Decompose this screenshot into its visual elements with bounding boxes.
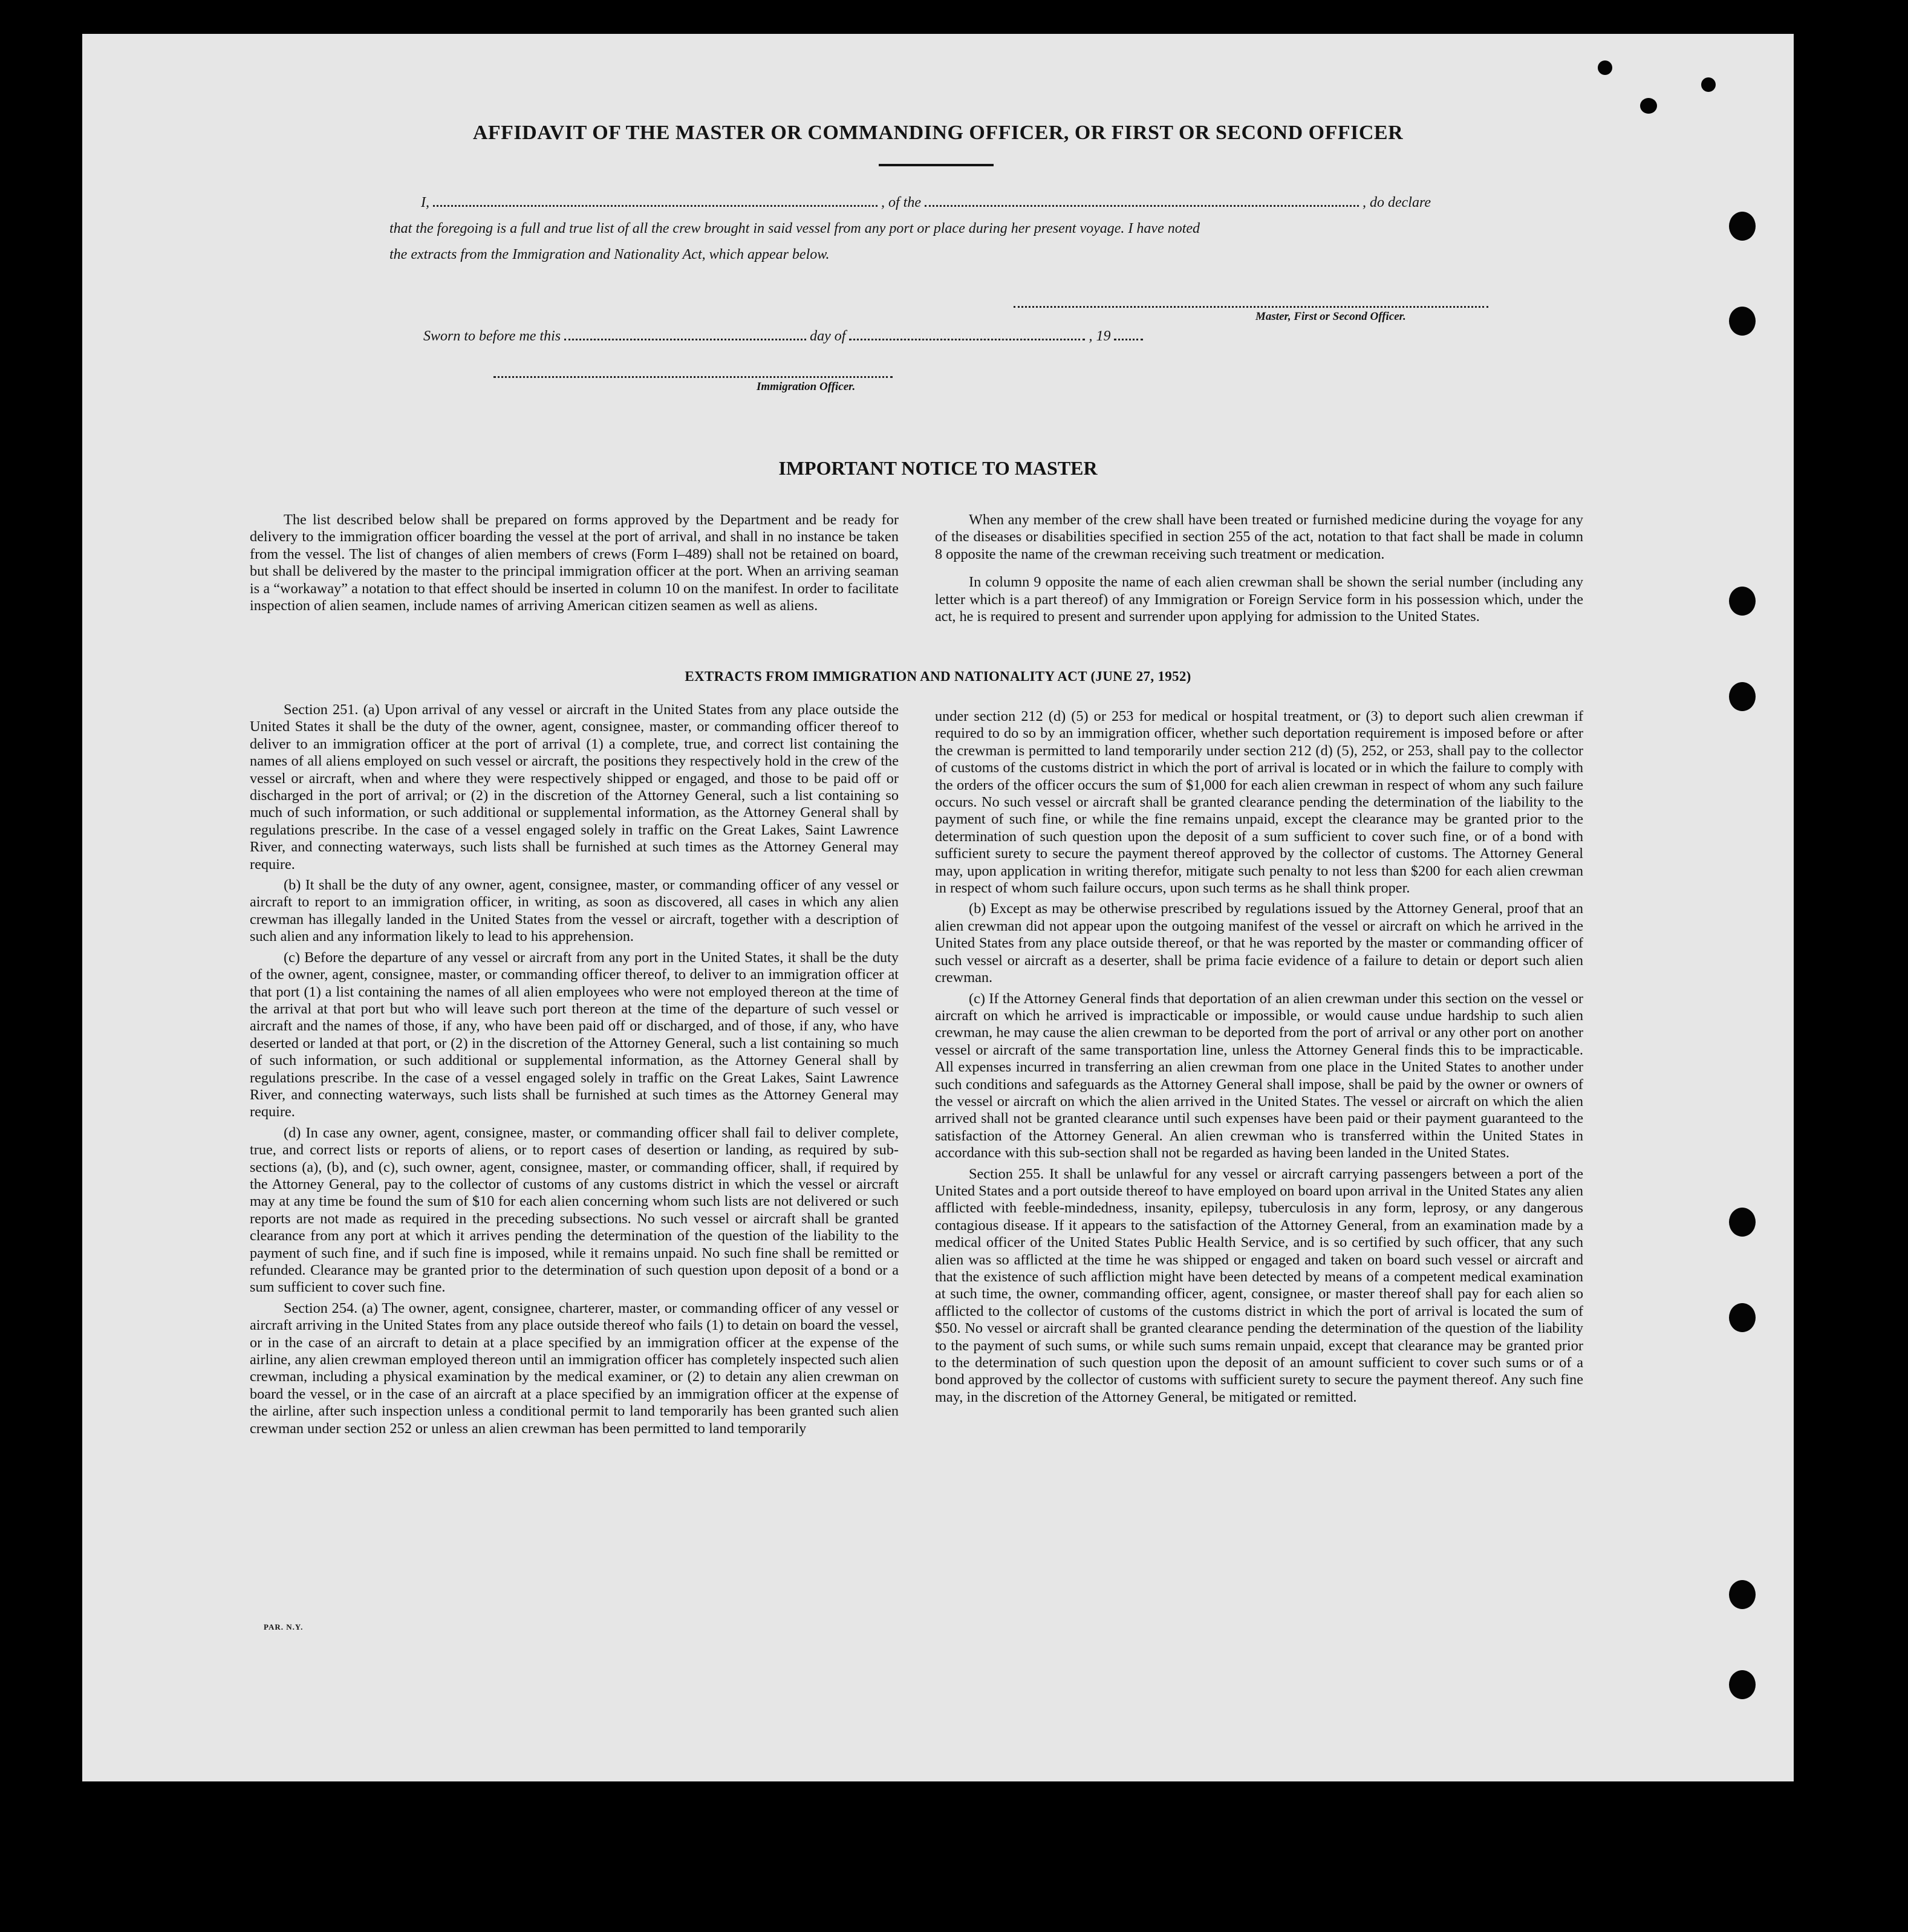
act-section-paragraph: under section 212 (d) (5) or 253 for medical or hospital treatment, or (3) to deport such alien crewman if required to do so by an immigration officer, whether such deportation requirement is imposed before or after the crewman is permitted to land temporarily under section 212 (d) (5), 252, or 253, shall pay to the collector of customs of the customs district in which the port of arrival is located or in which the failure to comply with the orders of the officer occurs the sum of $1,000 for each alien crewman in respect of whom any such failure occurs. No such vessel or aircraft shall be granted clearance pending the determination of the liability to the payment of such fine, or while the fine remains unpaid, except the clearance may be granted prior to the determination of such question upon the deposit of a sum sufficient to cover such fine, or of a bond with sufficient surety to secure the payment thereof approved by the collector of customs. The Attorney General may, upon application in writing therefor, mitigate such penalty to not less than $200 for each alien crewman in respect of whom such failure occurs, upon such terms as he shall think proper.: [935, 708, 1583, 897]
extracts-right-column: [935, 708, 1583, 1410]
affidavit-title: AFFIDAVIT OF THE MASTER OR COMMANDING OFFICER, OR FIRST OR SECOND OFFICER: [472, 122, 1404, 144]
declare-of-the-label: , of the: [881, 195, 921, 210]
punch-hole: [1729, 1670, 1756, 1699]
act-section-paragraph: Section 255. It shall be unlawful for any vessel or aircraft carrying passengers between a port of the United States and a port outside thereof to have employed on board upon arrival in the United States any alien afflicted with feeble-mindedness, insanity, epilepsy, tuberculosis in any form, leprosy, or any dangerous contagious disease. If it appears to the satisfaction of the Attorney General, from an examination made by a medical officer of the United States Public Health Service, and is so certified by such officer, that any such alien was so afflicted at the time he was shipped or engaged and taken on board such vessel or aircraft and that the existence of such affliction might have been detected by means of a competent medical examination at such time, the owner, commanding officer, agent, consignee, or master thereof shall pay for each alien so afflicted to the collector of customs of the customs district in which the port of arrival is located the sum of $50. No vessel or aircraft shall be granted clearance pending the determination of the question of the liability to the payment of such sums, or while such sums remain unpaid, except that clearance may be granted prior to the determination of such question upon the deposit of an amount sufficient to cover such sums or of a bond approved by the collector of customs with sufficient surety to secure the payment thereof. Any such fine may, in the discretion of the Attorney General, be mitigated or remitted.: [935, 1165, 1583, 1405]
notice-paragraph: The list described below shall be prepared on forms approved by the Department and be ready for delivery to the immigration officer boarding the vessel at the port of arrival, and shall in no instance be taken from the vessel. The list of changes of alien members of crews (Form I–489) shall not be retained on board, but shall be delivered by the master to the principal immigration officer at the port. When an arriving seaman is a “workaway” a notation to that effect should be inserted in column 10 on the manifest. In order to facilitate inspection of alien seamen, include names of arriving American citizen seamen as well as aliens.: [250, 512, 899, 614]
declarant-name-field[interactable]: [433, 205, 877, 207]
punch-hole-mark: [1701, 77, 1716, 92]
year-label: , 19: [1089, 328, 1111, 344]
act-section-paragraph: (c) Before the departure of any vessel or aircraft from any port in the United States, it shall be the duty of the owner, agent, consignee, master, or commanding officer thereof, to deliver to an immigration officer at that port (1) a list containing the names of all alien employees who were not employed thereon at the time of the arrival at that port but who will leave such port thereon at the time of the departure of such vessel or aircraft and the names of those, if any, who have been paid off or discharged, and of those, if any, who have deserted or landed at that port, or (2) in the discretion of the Attorney General, such a list containing so much of such information, or such additional or supplemental information, as the Attorney General shall by regulations prescribe. In the case of a vessel engaged solely in traffic on the Great Lakes, Saint Lawrence River, and connecting waterways, such lists shall be furnished at such times as the Attorney General may require.: [250, 949, 899, 1120]
act-section-paragraph: (c) If the Attorney General finds that deportation of an alien crewman under this section on the vessel or aircraft on which he arrived is impracticable or impossible, or would cause undue hardship to such alien crewman, he may cause the alien crewman to be deported from the port of arrival or any other port on another vessel or aircraft of the same transportation line, unless the Attorney General finds this to be impracticable. All expenses incurred in transferring an alien crewman from one place in the United States to another under such conditions and safeguards as the Attorney General shall impose, shall be paid by the owner or owners of the vessel or aircraft on which the alien arrived in the United States. The vessel or aircraft on which the alien arrived shall not be granted clearance until such expenses have been paid or their payment guaranteed to the satisfaction of the Attorney General. An alien crewman who is transferred within the United States in accordance with this sub-section shall not be regarded as having been landed in the United States.: [935, 990, 1583, 1162]
act-section-paragraph: (b) It shall be the duty of any owner, agent, consignee, master, or commanding officer of any vessel or aircraft to report to an immigration officer, in writing, as soon as discovered, all cases in which any alien crewman has illegally landed in the United States from the vessel or aircraft, together with a description of such alien and any information likely to lead to his apprehension.: [250, 877, 899, 945]
punch-hole: [1729, 212, 1756, 241]
punch-hole: [1729, 682, 1756, 711]
punch-hole: [1729, 587, 1756, 616]
notice-left-column: [250, 512, 899, 618]
sworn-day-field[interactable]: [564, 339, 806, 340]
extracts-left-column: [250, 701, 899, 1441]
act-section-paragraph: Section 254. (a) The owner, agent, consignee, charterer, master, or commanding officer of any vessel or aircraft arriving in the United States from any place outside thereof who fails (1) to detain on board the vessel, or in the case of an aircraft to detain at a place specified by an immigration officer at the expense of the airline, any alien crewman employed thereon until an immigration officer has completely inspected such alien crewman, including a physical examination by the medical examiner, or (2) to detain any alien crewman on board the vessel, or in the case of an aircraft at a place specified by an immigration officer at the expense of the airline, after such inspection unless a conditional permit to land temporarily has been granted such alien crewman under section 252 or unless an alien crewman has been permitted to land temporarily: [250, 1299, 899, 1437]
day-of-label: day of: [810, 328, 846, 344]
declaration-line-1: [421, 195, 1570, 211]
notice-paragraph: In column 9 opposite the name of each alien crewman shall be shown the serial number (including any letter which is a part thereof) of any Immigration or Foreign Service form in his possession which, under the act, he is required to present and surrender upon applying for admission to the United States.: [935, 574, 1583, 625]
officer-signature-label: Immigration Officer.: [757, 380, 856, 393]
act-section-paragraph: (b) Except as may be otherwise prescribed by regulations issued by the Attorney General, proof that an alien crewman did not appear upon the outgoing manifest of the vessel or aircraft on which he arrived in the United States from any place outside thereof, or that he was reported by the master or commanding officer of such vessel or aircraft as a deserter, shall be prima facie evidence of a failure to detain or deport such alien crewman.: [935, 900, 1583, 986]
punch-hole-mark: [1598, 60, 1612, 75]
punch-hole: [1729, 1580, 1756, 1609]
punch-hole: [1729, 307, 1756, 336]
printer-mark: PAR. N.Y.: [264, 1622, 304, 1631]
declare-do-declare-label: , do declare: [1363, 195, 1431, 210]
title-underline: [879, 164, 994, 166]
notice-right-column: [935, 512, 1583, 629]
sworn-year-field[interactable]: [1114, 339, 1143, 340]
sworn-label: Sworn to before me this: [423, 328, 561, 344]
act-section-paragraph: Section 251. (a) Upon arrival of any vessel or aircraft in the United States from any place outside the United States it shall be the duty of the owner, agent, consignee, master, or commanding officer thereof to deliver to an immigration officer at the port of arrival (1) a complete, true, and correct list containing the names of all aliens employed on such vessel or aircraft, the positions they respectively hold in the crew of the vessel or aircraft, when and where they were respectively shipped or engaged, and those to be paid off or discharged in the port of arrival; or (2) in the discretion of the Attorney General, such a list containing so much of such information, or such additional or supplemental information, as the Attorney General shall by regulations prescribe. In the case of a vessel engaged solely in traffic on the Great Lakes, Saint Lawrence River, and connecting waterways, such lists shall be furnished at such times as the Attorney General may require.: [250, 701, 899, 873]
declaration-line-2: that the foregoing is a full and true list of all the crew brought in said vessel from any port or place during her present voyage. I have noted: [389, 221, 1200, 236]
sworn-line: [423, 328, 1451, 345]
punch-hole: [1729, 1303, 1756, 1332]
officer-signature-line[interactable]: [493, 376, 893, 378]
master-signature-label: Master, First or Second Officer.: [1255, 310, 1406, 323]
notice-paragraph: When any member of the crew shall have been treated or furnished medicine during the voyage for any of the diseases or disabilities specified in section 255 of the act, notation to that fact shall be made in column 8 opposite the name of the crewman receiving such treatment or medication.: [935, 512, 1583, 562]
vessel-name-field[interactable]: [925, 205, 1359, 207]
master-signature-line[interactable]: [1014, 306, 1488, 308]
act-section-paragraph: (d) In case any owner, agent, consignee, master, or commanding officer shall fail to deliver complete, true, and correct lists or reports of aliens, or to report cases of desertion or landing, as required by sub-sections (a), (b), and (c), such owner, agent, consignee, master, or commanding officer, shall, if required by the Attorney General, pay to the collector of customs of any customs district in which the vessel or aircraft may at any time be found the sum of $10 for each alien concerning whom such lists are not delivered or such reports are not made as required in the preceding subsections. No such vessel or aircraft shall be granted clearance from any port at which it arrives pending the determination of the question of the liability to the payment of such fine, and if such fine is imposed, while it remains unpaid. No such fine shall be remitted or refunded. Clearance may be granted prior to the determination of such question upon deposit of a bond or a sum sufficient to cover such fine.: [250, 1124, 899, 1296]
declaration-line-3: the extracts from the Immigration and Nationality Act, which appear below.: [389, 247, 830, 262]
declare-i-label: I,: [421, 195, 429, 210]
extracts-title: EXTRACTS FROM IMMIGRATION AND NATIONALITY ACT (JUNE 27, 1952): [685, 669, 1191, 684]
punch-hole: [1729, 1208, 1756, 1237]
sworn-month-field[interactable]: [849, 339, 1085, 340]
punch-hole-mark: [1640, 98, 1657, 114]
notice-title: IMPORTANT NOTICE TO MASTER: [778, 457, 1098, 479]
document-sheet: [82, 34, 1794, 1781]
